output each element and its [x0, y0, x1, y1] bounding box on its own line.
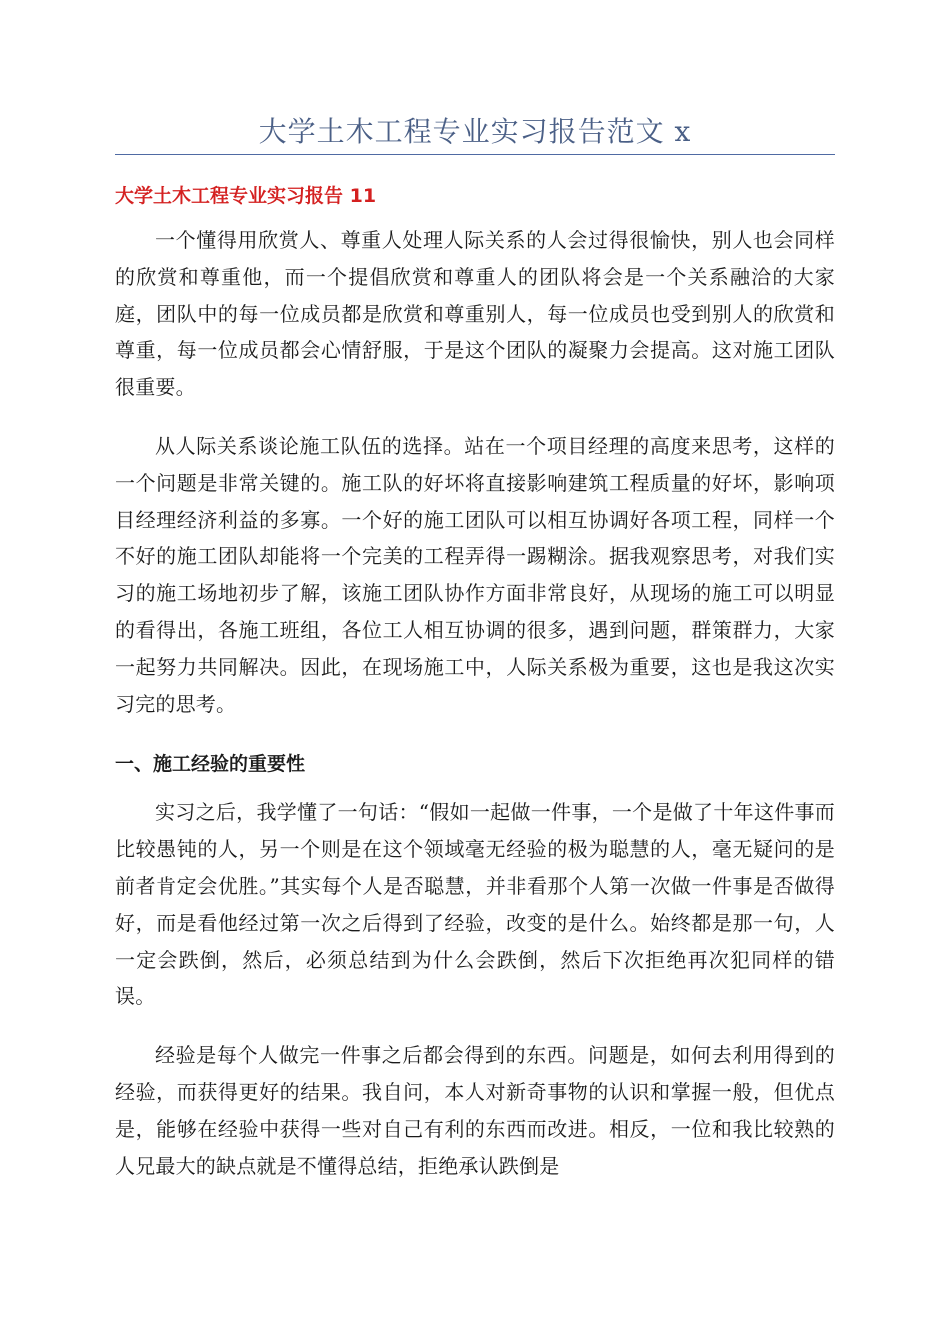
paragraph-spacer [115, 784, 835, 794]
document-title: 大学土木工程专业实习报告范文 x [258, 115, 692, 148]
paragraph-section1-2: 经验是每个人做完一件事之后都会得到的东西。问题是，如何去利用得到的经验，而获得更好的结果。我自问，本人对新奇事物的认识和掌握一般，但优点是，能够在经验中获得一些对自己有利的东西而改进。相反，一位和我比较熟的人兄最大的缺点就是不懂得总结，拒绝承认跌倒是 [115, 1043, 835, 1178]
paragraph-section1-1: 实习之后，我学懂了一句话：“假如一起做一件事，一个是做了十年这件事而比较愚钝的人，另一个则是在这个领域毫无经验的极为聪慧的人，毫无疑问的是前者肯定会优胜。”其实每个人是否聪慧，并非看那个人第一次做一件事是否做得好，而是看他经过第一次之后得到了经验，改变的是什么。始终都是那一句，人一定会跌倒，然后，必须总结到为什么会跌倒，然后下次拒绝再次犯同样的错误。 [115, 800, 835, 1009]
paragraph-spacer [115, 406, 835, 428]
section-heading-1: 一、施工经验的重要性 [115, 753, 306, 776]
paragraph-spacer [115, 1015, 835, 1037]
title-underline [115, 154, 835, 155]
report-subtitle: 大学土木工程专业实习报告 11 [115, 185, 377, 207]
document-body [115, 176, 835, 1184]
paragraph-intro-1: 一个懂得用欣赏人、尊重人处理人际关系的人会过得很愉快，别人也会同样的欣赏和尊重他，而一个提倡欣赏和尊重人的团队将会是一个关系融洽的大家庭，团队中的每一位成员都是欣赏和尊重别人，每一位成员也受到别人的欣赏和尊重，每一位成员都会心情舒服，于是这个团队的凝聚力会提高。这对施工团队很重要。 [115, 228, 835, 400]
paragraph-spacer [115, 722, 835, 744]
paragraph-intro-2: 从人际关系谈论施工队伍的选择。站在一个项目经理的高度来思考，这样的一个问题是非常关键的。施工队的好坏将直接影响建筑工程质量的好坏，影响项目经理经济利益的多寡。一个好的施工团队可以相互协调好各项工程，同样一个不好的施工团队却能将一个完美的工程弄得一踢糊涂。据我观察思考，对我们实习的施工场地初步了解，该施工团队协作方面非常良好，从现场的施工可以明显的看得出，各施工班组，各位工人相互协调的很多，遇到问题，群策群力，大家一起努力共同解决。因此，在现场施工中，人际关系极为重要，这也是我这次实习完的思考。 [115, 433, 835, 716]
